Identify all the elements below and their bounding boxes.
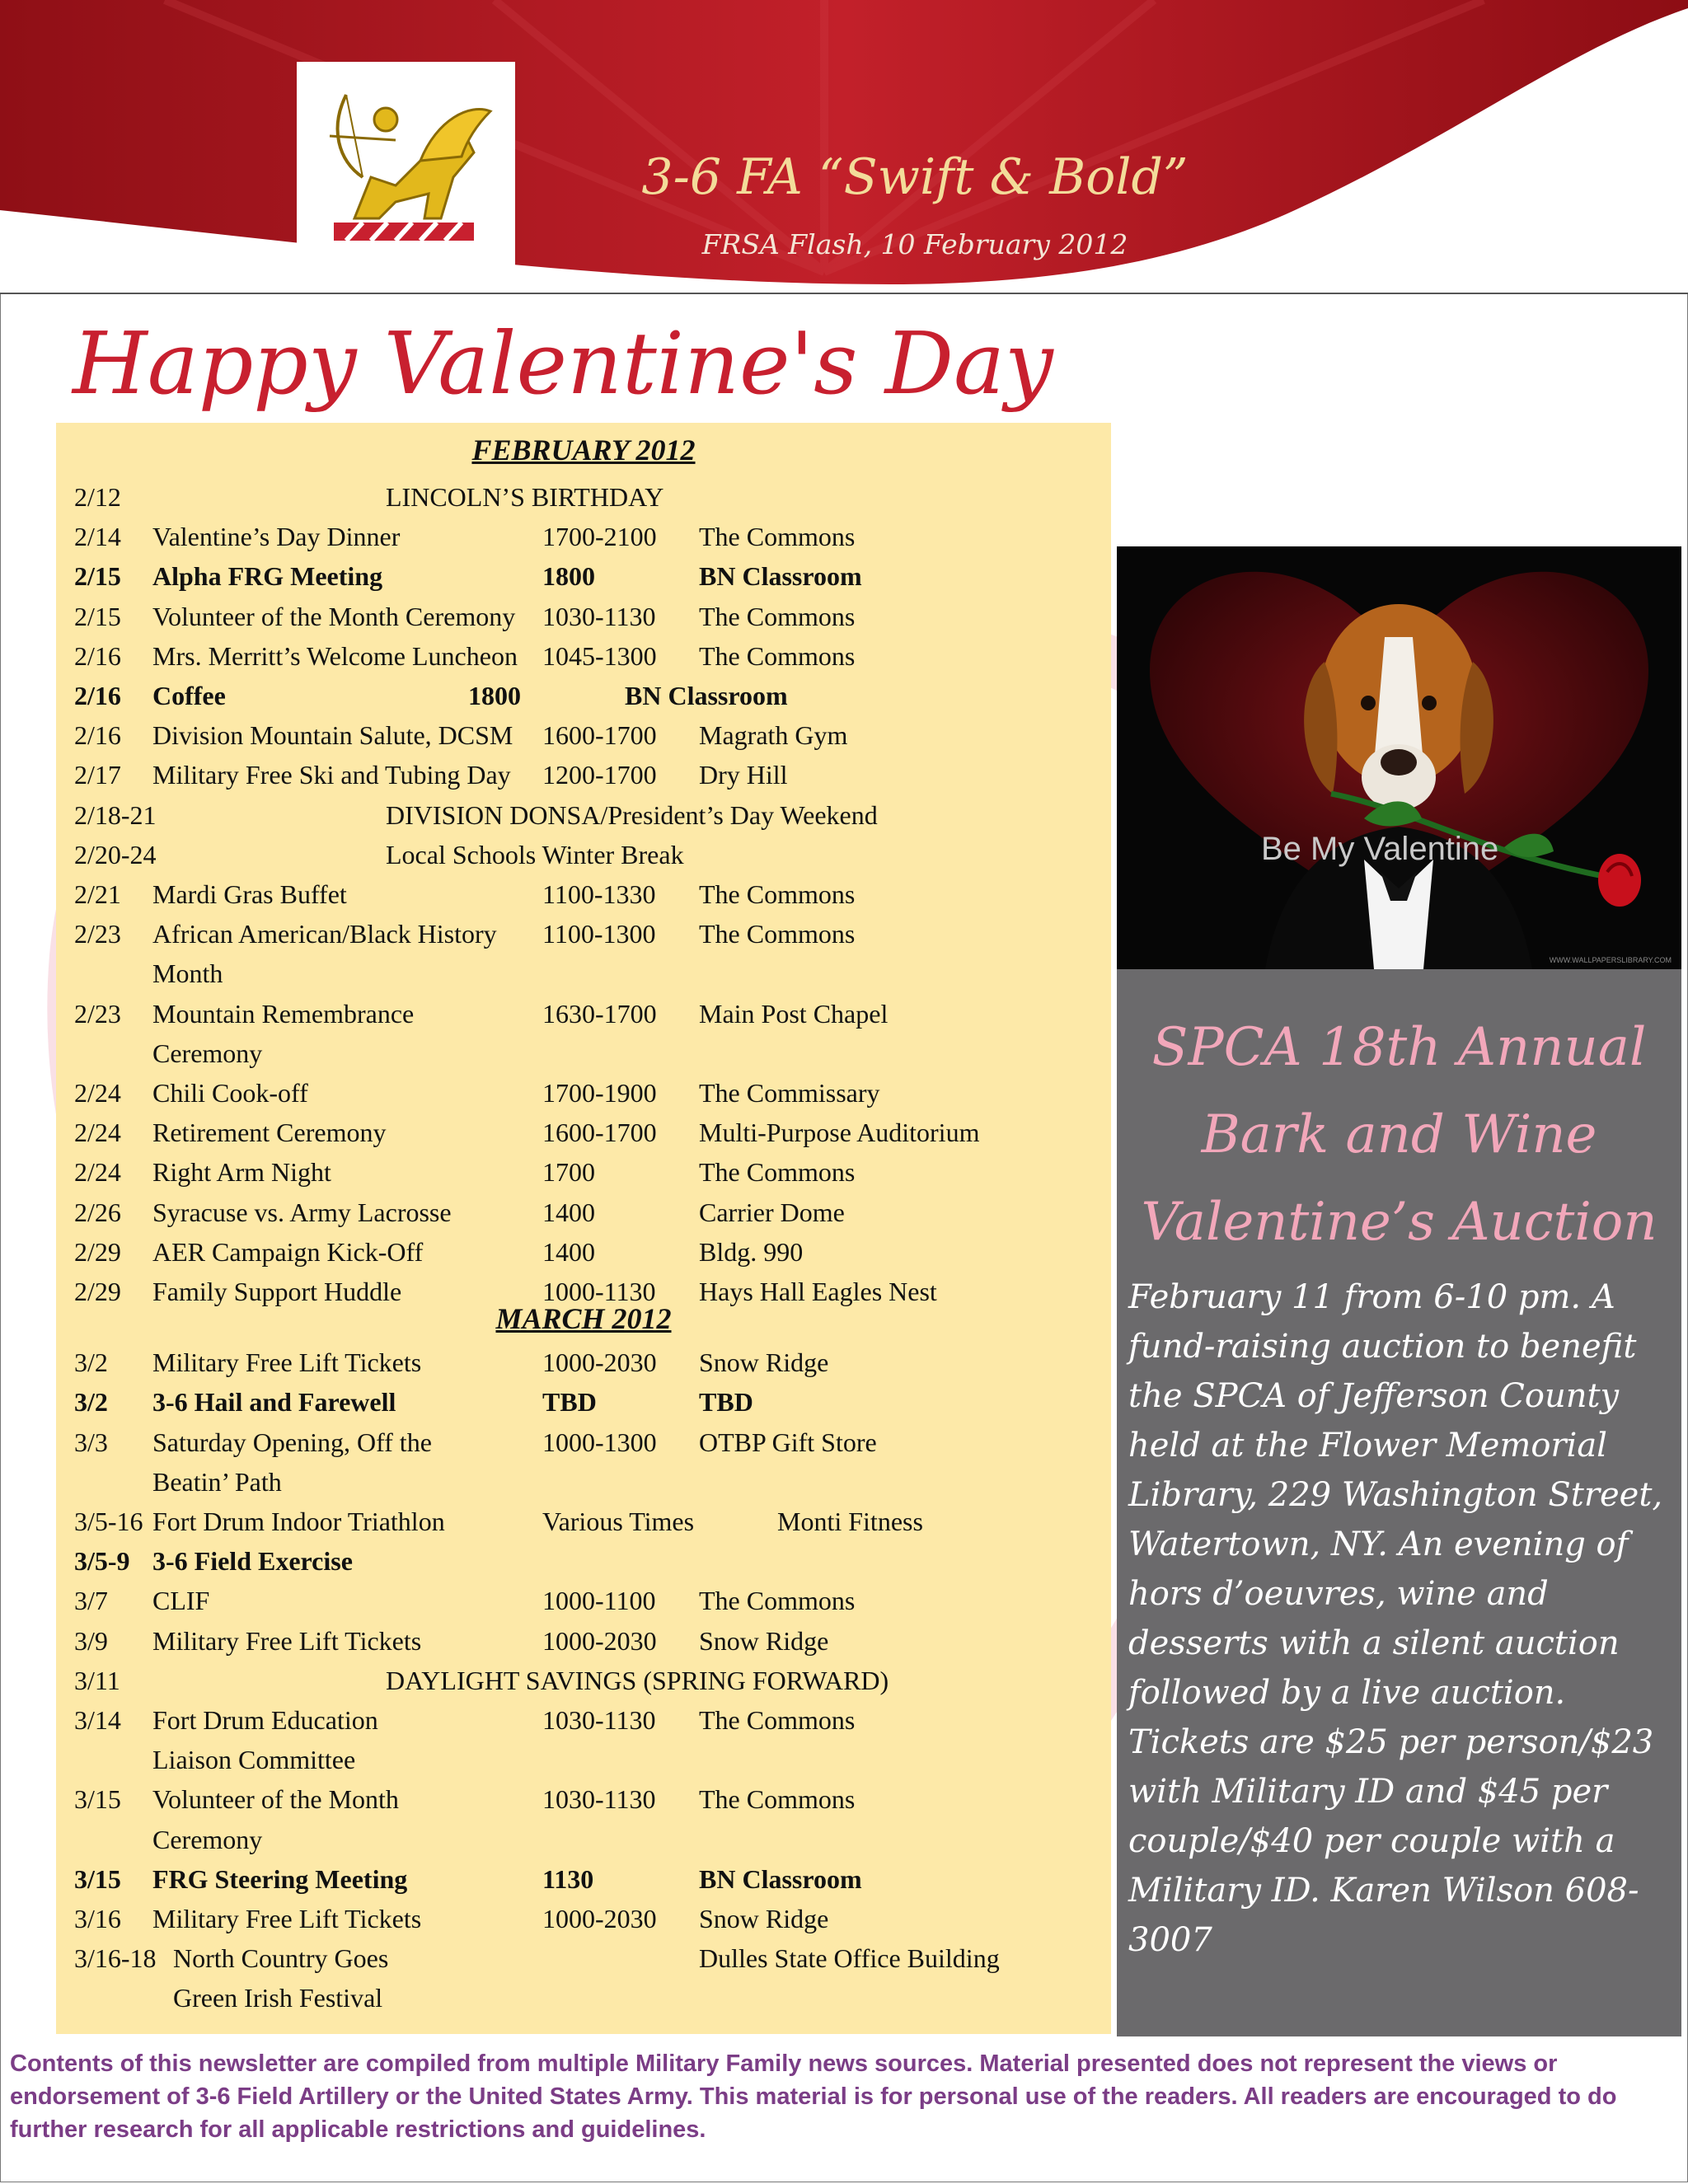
event-time: Various Times: [542, 1507, 695, 1536]
event-name: Military Free Ski and Tubing Day: [152, 760, 511, 790]
event-location: Snow Ridge: [699, 1347, 829, 1378]
events-calendar: [56, 423, 1111, 2034]
event-date: 2/17: [74, 760, 121, 790]
event-date: 2/18-21: [74, 799, 157, 830]
event-name: Military Free Lift Tickets: [152, 1625, 422, 1656]
month-heading-february: FEBRUARY 2012: [471, 434, 696, 466]
event-note: LINCOLN’S BIRTHDAY: [386, 482, 664, 512]
event-time: 1700: [542, 1157, 595, 1188]
event-date: 3/15: [74, 1784, 121, 1815]
event-date: 2/24: [74, 1157, 121, 1188]
event-time: 1630-1700: [542, 998, 657, 1029]
event-date: 2/24: [74, 1078, 121, 1108]
event-time: TBD: [542, 1387, 597, 1418]
event-location: The Commons: [699, 879, 856, 909]
event-date: 3/5-16: [74, 1507, 143, 1536]
event-date: 3/11: [74, 1665, 120, 1695]
event-date: 2/16: [74, 720, 121, 751]
event-name-continued: Liaison Committee: [152, 1745, 356, 1775]
event-location: TBD: [699, 1387, 753, 1418]
event-name: 3-6 Field Exercise: [152, 1546, 353, 1577]
disclaimer-footer: Contents of this newsletter are compiled from multiple Military Family news sources. Material presented does not represent the views or endorsement of 3-6 Field Artillery or the United States Army. This material is for personal use of the readers. All readers are encouraged to do further research for all applicable restrictions and guidelines.: [10, 2050, 1617, 2143]
event-location: The Commons: [699, 1705, 856, 1735]
event-time: 1130: [542, 1863, 594, 1894]
event-time: 1700-1900: [542, 1078, 657, 1108]
event-time: 1400: [542, 1197, 595, 1227]
event-location: The Commons: [699, 1586, 856, 1616]
event-date: 2/15: [74, 601, 121, 631]
event-name-continued: Beatin’ Path: [152, 1466, 282, 1497]
event-name-continued: Green Irish Festival: [173, 1983, 383, 2013]
promo-title-line: Valentine’s Auction: [1141, 1192, 1658, 1253]
event-date: 2/16: [74, 640, 121, 671]
event-name: Mardi Gras Buffet: [152, 879, 347, 909]
photo-caption: Be My Valentine: [1261, 831, 1499, 867]
event-time: 1000-2030: [542, 1904, 657, 1933]
event-date: 2/12: [74, 482, 121, 512]
event-time: 1600-1700: [542, 720, 657, 751]
event-date: 2/24: [74, 1118, 121, 1148]
event-name-continued: Ceremony: [152, 1038, 263, 1068]
event-date: 2/23: [74, 919, 121, 949]
promo-title-line: SPCA 18th Annual: [1151, 1017, 1647, 1078]
page-headline: Happy Valentine's Day: [73, 313, 1053, 414]
photo-credit: WWW.WALLPAPERSLIBRARY.COM: [1549, 956, 1672, 964]
event-name: African American/Black History: [152, 919, 497, 949]
event-name: FRG Steering Meeting: [152, 1863, 408, 1894]
valentine-dog-photo: [1117, 546, 1681, 969]
event-date: 2/16: [74, 681, 121, 710]
unit-logo: [297, 62, 515, 280]
dog-with-rose-image: [1117, 546, 1681, 969]
event-name: Fort Drum Indoor Triathlon: [152, 1507, 445, 1536]
event-time: 1000-1130: [542, 1277, 656, 1306]
event-date: 3/5-9: [74, 1546, 130, 1577]
spca-auction-panel: [1117, 969, 1681, 2036]
event-name: Syracuse vs. Army Lacrosse: [152, 1197, 452, 1227]
event-location: Snow Ridge: [699, 1625, 829, 1656]
event-location: The Commons: [699, 1784, 856, 1815]
event-location: BN Classroom: [699, 561, 862, 592]
event-location: BN Classroom: [699, 1863, 862, 1894]
event-location: Multi-Purpose Auditorium: [699, 1118, 980, 1148]
event-name: CLIF: [152, 1586, 210, 1616]
month-heading-march: MARCH 2012: [495, 1302, 672, 1336]
promo-title-line: Bark and Wine: [1201, 1104, 1597, 1165]
event-name: Retirement Ceremony: [152, 1118, 387, 1148]
event-note: DAYLIGHT SAVINGS (SPRING FORWARD): [386, 1665, 889, 1695]
event-location: Main Post Chapel: [699, 998, 889, 1029]
event-time: 1000-2030: [542, 1347, 657, 1378]
event-name: North Country Goes: [173, 1943, 389, 1974]
event-time: 1030-1130: [542, 1705, 656, 1735]
event-location: The Commissary: [699, 1078, 880, 1108]
event-name: Chili Cook-off: [152, 1078, 308, 1108]
event-date: 3/7: [74, 1586, 108, 1616]
event-time: 1000-1300: [542, 1427, 657, 1457]
event-location: Carrier Dome: [699, 1197, 845, 1227]
event-date: 3/14: [74, 1705, 121, 1735]
event-date: 3/2: [74, 1387, 108, 1418]
event-location: The Commons: [699, 640, 856, 671]
event-date: 2/20-24: [74, 839, 157, 869]
event-location: Bldg. 990: [699, 1236, 804, 1267]
event-name: Division Mountain Salute, DCSM: [152, 720, 513, 751]
event-date: 2/29: [74, 1236, 121, 1267]
event-time: 1200-1700: [542, 760, 657, 790]
event-time: 1600-1700: [542, 1118, 657, 1148]
newsletter-title: 3-6 FA “Swift & Bold”: [641, 148, 1189, 206]
event-location: The Commons: [699, 919, 856, 949]
event-location: Dry Hill: [699, 760, 788, 790]
event-time: 1000-1100: [542, 1586, 656, 1616]
event-date: 2/29: [74, 1277, 121, 1306]
event-name-continued: Ceremony: [152, 1824, 263, 1854]
newsletter-issue-date: FRSA Flash, 10 February 2012: [701, 228, 1128, 260]
event-note: DIVISION DONSA/President’s Day Weekend: [386, 799, 878, 830]
event-time: 1030-1130: [542, 1784, 656, 1815]
event-date: 3/3: [74, 1427, 108, 1457]
event-date: 2/15: [74, 561, 121, 592]
event-time: 1100-1300: [542, 919, 656, 949]
event-name: Mountain Remembrance: [152, 998, 415, 1029]
event-name: 3-6 Hail and Farewell: [152, 1387, 396, 1418]
event-time: 1030-1130: [542, 601, 656, 631]
event-time: 1100-1330: [542, 879, 656, 909]
event-name: Mrs. Merritt’s Welcome Luncheon: [152, 640, 518, 671]
event-time: 1800: [468, 681, 521, 710]
promo-body: February 11 from 6-10 pm. A fund-raising auction to benefit the SPCA of Jefferson County held at the Flower Memorial Library, 229 Washington Street, Watertown, NY. An evening of hors d’oeuvres, wine and desserts with a silent auction followed by a live auction. Tickets are $25 per person/$23 with Military ID and $45 per couple/$40 per couple with a Military ID. Karen Wilson 608-3007: [1128, 1278, 1663, 1959]
promo-title: [1117, 1004, 1681, 1266]
event-name: Family Support Huddle: [152, 1277, 402, 1306]
event-name: AER Campaign Kick-Off: [152, 1236, 424, 1267]
event-date: 3/9: [74, 1625, 108, 1656]
event-location: BN Classroom: [625, 681, 788, 710]
event-date: 2/21: [74, 879, 121, 909]
event-date: 3/2: [74, 1347, 108, 1378]
event-name: Valentine’s Day Dinner: [152, 522, 401, 552]
event-location: Hays Hall Eagles Nest: [699, 1277, 937, 1306]
event-date: 2/14: [74, 522, 121, 552]
event-name: Right Arm Night: [152, 1157, 331, 1188]
event-date: 3/15: [74, 1863, 121, 1894]
event-date: 3/16: [74, 1904, 121, 1933]
event-location: Dulles State Office Building: [699, 1943, 1000, 1974]
event-note: Local Schools Winter Break: [386, 839, 684, 869]
event-location: OTBP Gift Store: [699, 1427, 877, 1457]
event-name: Fort Drum Education: [152, 1705, 378, 1735]
event-location: The Commons: [699, 522, 856, 552]
event-date: 2/23: [74, 998, 121, 1029]
event-name: Coffee: [152, 681, 226, 710]
event-name: Military Free Lift Tickets: [152, 1904, 422, 1933]
winged-archer-crest-icon: [297, 62, 515, 280]
event-name: Saturday Opening, Off the: [152, 1427, 432, 1457]
event-name: Volunteer of the Month: [152, 1784, 399, 1815]
event-time: 1045-1300: [542, 640, 657, 671]
event-time: 1400: [542, 1236, 595, 1267]
event-location: The Commons: [699, 601, 856, 631]
event-time: 1700-2100: [542, 522, 657, 552]
event-location: Magrath Gym: [699, 720, 848, 751]
event-name: Military Free Lift Tickets: [152, 1347, 422, 1378]
event-location: The Commons: [699, 1157, 856, 1188]
event-name-continued: Month: [152, 958, 223, 989]
event-location: Snow Ridge: [699, 1904, 829, 1933]
event-name: Volunteer of the Month Ceremony: [152, 601, 516, 631]
event-time: 1800: [542, 561, 595, 592]
event-time: 1000-2030: [542, 1625, 657, 1656]
event-location: Monti Fitness: [777, 1507, 923, 1536]
event-date: 3/16-18: [74, 1943, 157, 1974]
event-name: Alpha FRG Meeting: [152, 561, 383, 592]
event-date: 2/26: [74, 1197, 121, 1227]
